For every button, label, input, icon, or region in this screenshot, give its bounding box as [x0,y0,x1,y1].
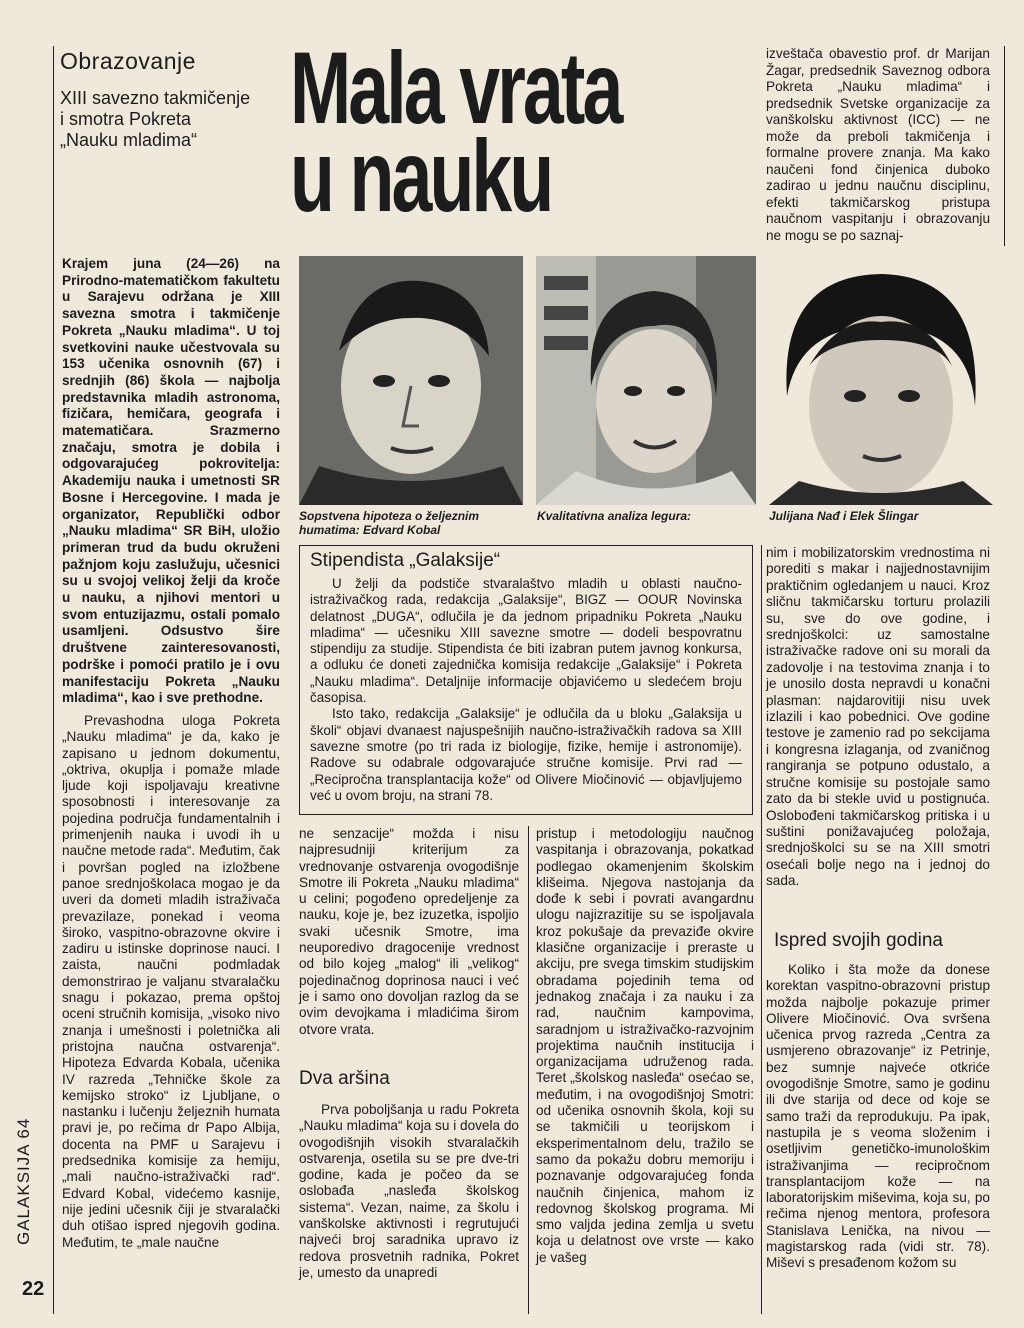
article-col4-mid [766,545,990,890]
headline [290,31,808,233]
headline-line-2: u nauku [290,119,552,233]
portrait-image [299,256,523,505]
caption-photo-3: Julijana Nađ i Elek Šlingar [769,509,919,523]
section-subtitle [60,88,250,151]
col3-rule [761,545,762,1314]
paragraph: Prva poboljšanja u radu Pokreta „Nauku mladima“ koja su i dovela do ovogodišnjih visokih stvaralačkih ostvarenja, osetila su se pre dve-tri godine, kada je počeo da se oslobađa „nasleđa školskog sistema“. Vezan, naime, za školu i vanškolske aktivnosti i regrutujući najveći broj saradnika upravo iz redova prosvetnih radnika, Pokret je, umesto da unapredi [299,1102,519,1280]
article-lead [62,256,280,707]
caption-photo-2: Kvalitativna analiza legura: [537,509,692,523]
col2-rule [528,826,529,1314]
sidebar-stipendista [299,545,753,815]
caption-photo-1: Sopstvena hipoteza o željeznim humatima: Edvard Kobal [299,509,480,537]
subtitle-line: i smotra Pokreta [60,109,192,129]
photo-edvard-kobal [299,256,523,505]
sidebar-body [310,576,742,804]
left-margin-rule [53,46,54,1314]
article-col1 [62,713,280,1251]
photo-girl-legure [536,256,756,505]
paragraph: ne senzacije“ možda i nisu najpresudniji kriterijum za vrednovanje ostvarenja ovogodišnje Smotre ili Pokreta „Nauku mladima“ u celini; pogođeno opredeljenje za nauku, koje je, bez izuzetka, ispoljio svaki učesnik Smotre, ima neuporedivo dragocenije vrednost od bilo kojeg „malog“ ili „velikog“ pojedinačnog doprinosa nauci i već je i samo ono dovoljan razlog da se ovim devojkama i mladićima širom otvore vrata. [299,826,519,1037]
paragraph: nim i mobilizatorskim vrednostima ni porediti s makar i najjednostavnijim praktičnim ogledanjem u nauci. Kroz sličnu takmičarsku torturu prolazili su, sve do ove godine, i srednjoškolci: uz samostalne istraživačke radove oni su morali da zadovolje i na testovima znanja i to je unosilo dosta nepravdi u konačni plasman: najdarovitiji nisu uvek izlazili i kao pobednici. Ove godine testove je zamenio rad po sekcijama i kongresna izlaganja, od zvaničnog rangiranja se potpuno odustalo, a stručne komisije su postojale samo zato da bi stekle uvid u postignuća. Oslobođeni takmičarskog pritiska i u suštini ponižavajućeg položaja, srednjoškolci su se na XIII smotri osećali bolje nego na i jednoj do sada. [766,545,990,889]
article-col2 [299,826,519,1038]
article-col4-bottom [766,962,990,1272]
paragraph: pristup i metodologiju naučnog vaspitanja i obrazovanja, pokatkad podlegao okamenjenim školskim klišeima. Njegova nastojanja da dođe k sebi i povrati avangardnu ulogu najizrazitije su se ispoljavala kroz pokušaje da prevaziđe okvire klasične organizacije i preraste u akciju, pre svega timskim studijskim obradama pojedinih tema od jednakog značaja i za nauku i za rad, naučnim kampovima, saradnjom u istraživačko-razvojnim projektima naučnih institucija i organizacijama udruženog rada. Teret „školskog nasleđa“ osećao se, međutim, i na ovogodišnjoj Smotri: od učenika osnovnih škola, koji su se takmičili u teorijskom i eksperimentalnom delu, tražilo se samo da pokažu dobru memoriju i poznavanje odgovarajućeg fonda naučnih činjenica, mahom iz redovnog školskog programa. Mi smo valjda jedina zemlja u svetu koja u delatnost ove vrste — kako je vašeg [536,826,754,1265]
portrait-image [769,256,993,505]
folio-magazine: GALAKSIJA 64 [14,1117,33,1245]
article-col2-cont [299,1102,519,1281]
headline-line-1: Mala vrata [290,31,621,145]
paragraph: Isto tako, redakcija „Galaksije“ je odlučila da u bloku „Galaksija u školi“ objavi dvanaest najuspešnijih naučno-istraživačkih radova sa XIII savezne smotre (po tri rada iz biologije, fizike, hemije i astronomije). Radove su odabrale odgovarajuće stručne komisije. Prvi rad — „Recipročna transplantacija kože“ od Olivere Miočinović — objavljujemo već u ovom broju, na strani 78. [310,706,742,803]
subhead-ispred: Ispred svojih godina [774,930,943,951]
subhead-dva-arsina: Dva aršina [299,1068,390,1089]
portrait-image [536,256,756,505]
col4-rule [1004,46,1005,246]
subtitle-line: XIII savezno takmičenje [60,88,251,108]
photo-young-man [769,256,993,505]
article-col3 [536,826,754,1266]
sidebar-title: Stipendista „Galaksije“ [310,550,501,571]
folio-page-number: 22 [22,1278,45,1300]
paragraph: Prevashodna uloga Pokreta „Nauku mladima“ je da, kako je zapisano u jednom dokumentu, „oktriva, okuplja i pomaže mlade ljude koji ispoljavaju kreativne sposobnosti i interesovanje za pojedina područja fundamentalnih i primenjenih nauka i uvodi ih u naučne metode rada“. Međutim, čak i površan pogled na izložbene panoe srednjoškolaca mogao je da uveri da dometi mladih istraživača prevazilaze, ponekad i veoma široko, vaspitno-obrazovne okvire i zadiru u istinske doprinose nauci. I zaista, naučni podmladak demonstrirao je valjanu stvaralačku snagu i pokazao, prema opštoj oceni stručnih komisija, „visoko nivo znanja i umešnosti i poletnička ali pristojna naučna ostvarenja“. Hipoteza Edvarda Kobala, učenika IV razreda „Tehničke škole za kemijsko stroko“ iz Ljubljane, o nastanku i lučenju željeznih humata pravi je, po rečima dr Papo Albija, docenta na PMF u Sarajevu i predsednika komisije za hemiju, „mali naučno-istraživački rad“. Edvard Kobal, videćemo kasnije, nije jedini učesnik čiji je stvaralački duh otišao ispred njegovih godina. Međutim, te „male naučne [62,713,280,1250]
paragraph: U želji da podstiče stvaralaštvo mladih u oblasti naučno-istraživačkog rada, redakcija „Galaksije“, BIGZ — OOUR Novinska delatnost „DUGA“, odlučila je da jednom pripadniku Pokreta „Nauku mladima“ — učesniku XIII savezne smotre — dodeli bespovratnu stipendiju za studije. Stipendista će biti izabran putem javnog konkursa, a odluku će doneti zajednička komisija redakcije „Galaksije“ i Pokreta „Nauku mladima“. Detaljnije informacije objavićemo u sledećem broju časopisa. [310,576,742,706]
paragraph: izveštača obavestio prof. dr Marijan Žagar, predsednik Saveznog odbora Pokreta „Nauku mladima“ i predsednik Svetske organizacije za vanškolsku aktivnost (ICC) — ne može da preboli takmičenja i formalne provere znanja. Ma kako naučeni fond činjenica duboko zadirao u jednu naučnu disciplinu, efekti takmičarskog pristupa naučnom vaspitanju i obrazovanju ne mogu se po saznaj- [766,46,990,243]
paragraph: Krajem juna (24—26) na Prirodno-matematičkom fakultetu u Sarajevu održana je XIII savezna smotra i takmičenje Pokreta „Nauku mladima“. U toj svetkovini nauke učestvovala su 153 učenika osnovnih (67) i srednjih (86) škola — najbolja predstavnika mladih astronoma, fizičara, hemičara, geografa i matematičara. Srazmerno značaju, smotra je dobila i odgovarajućeg pokrovitelja: Akademiju nauka i umetnosti SR Bosne i Hercegovine. I mada je organizator, Republički odbor „Nauku mladima“ SR BiH, uložio primeran trud da budu okruženi pažnjom koju zaslužuju, učesnici su u svojoj velikoj želji da kroče u nauku, a njihovi mentori u svom entuzijazmu, ostali pomalo usamljeni. Odsustvo šire društvene zainteresovanosti, podrške i pomoći pratilo je i ovu manifestaciju Pokreta „Nauku mladima“, kao i sve prethodne. [62,256,280,706]
section-title: Obrazovanje [60,48,196,74]
article-col4-top [766,46,990,244]
paragraph: Koliko i šta može da donese korektan vaspitno-obrazovni pristup možda najbolje pokazuje primer Olivere Miočinović. Ova svršena učenica prvog razreda „Centra za usmjereno obrazovanje“ iz Petrinje, bez sumnje najveće otkriće ovogodišnje Smotre, samo je godinu ili dve starija od dece od koje se samo traži da reprodukuju. Pa ipak, nastupila je s veoma složenim i osetljivim genetičko-imunološkim istraživanjima — recipročnom transplantacijom kože — na laboratorijskim miševima, koja su, po rečima njenog mentora, profesora Stanislava Lenička, na nivou — magistarskog rada (vidi str. 78). Miševi s presađenom kožom su [766,962,990,1271]
subtitle-line: „Nauku mladima“ [60,130,198,150]
